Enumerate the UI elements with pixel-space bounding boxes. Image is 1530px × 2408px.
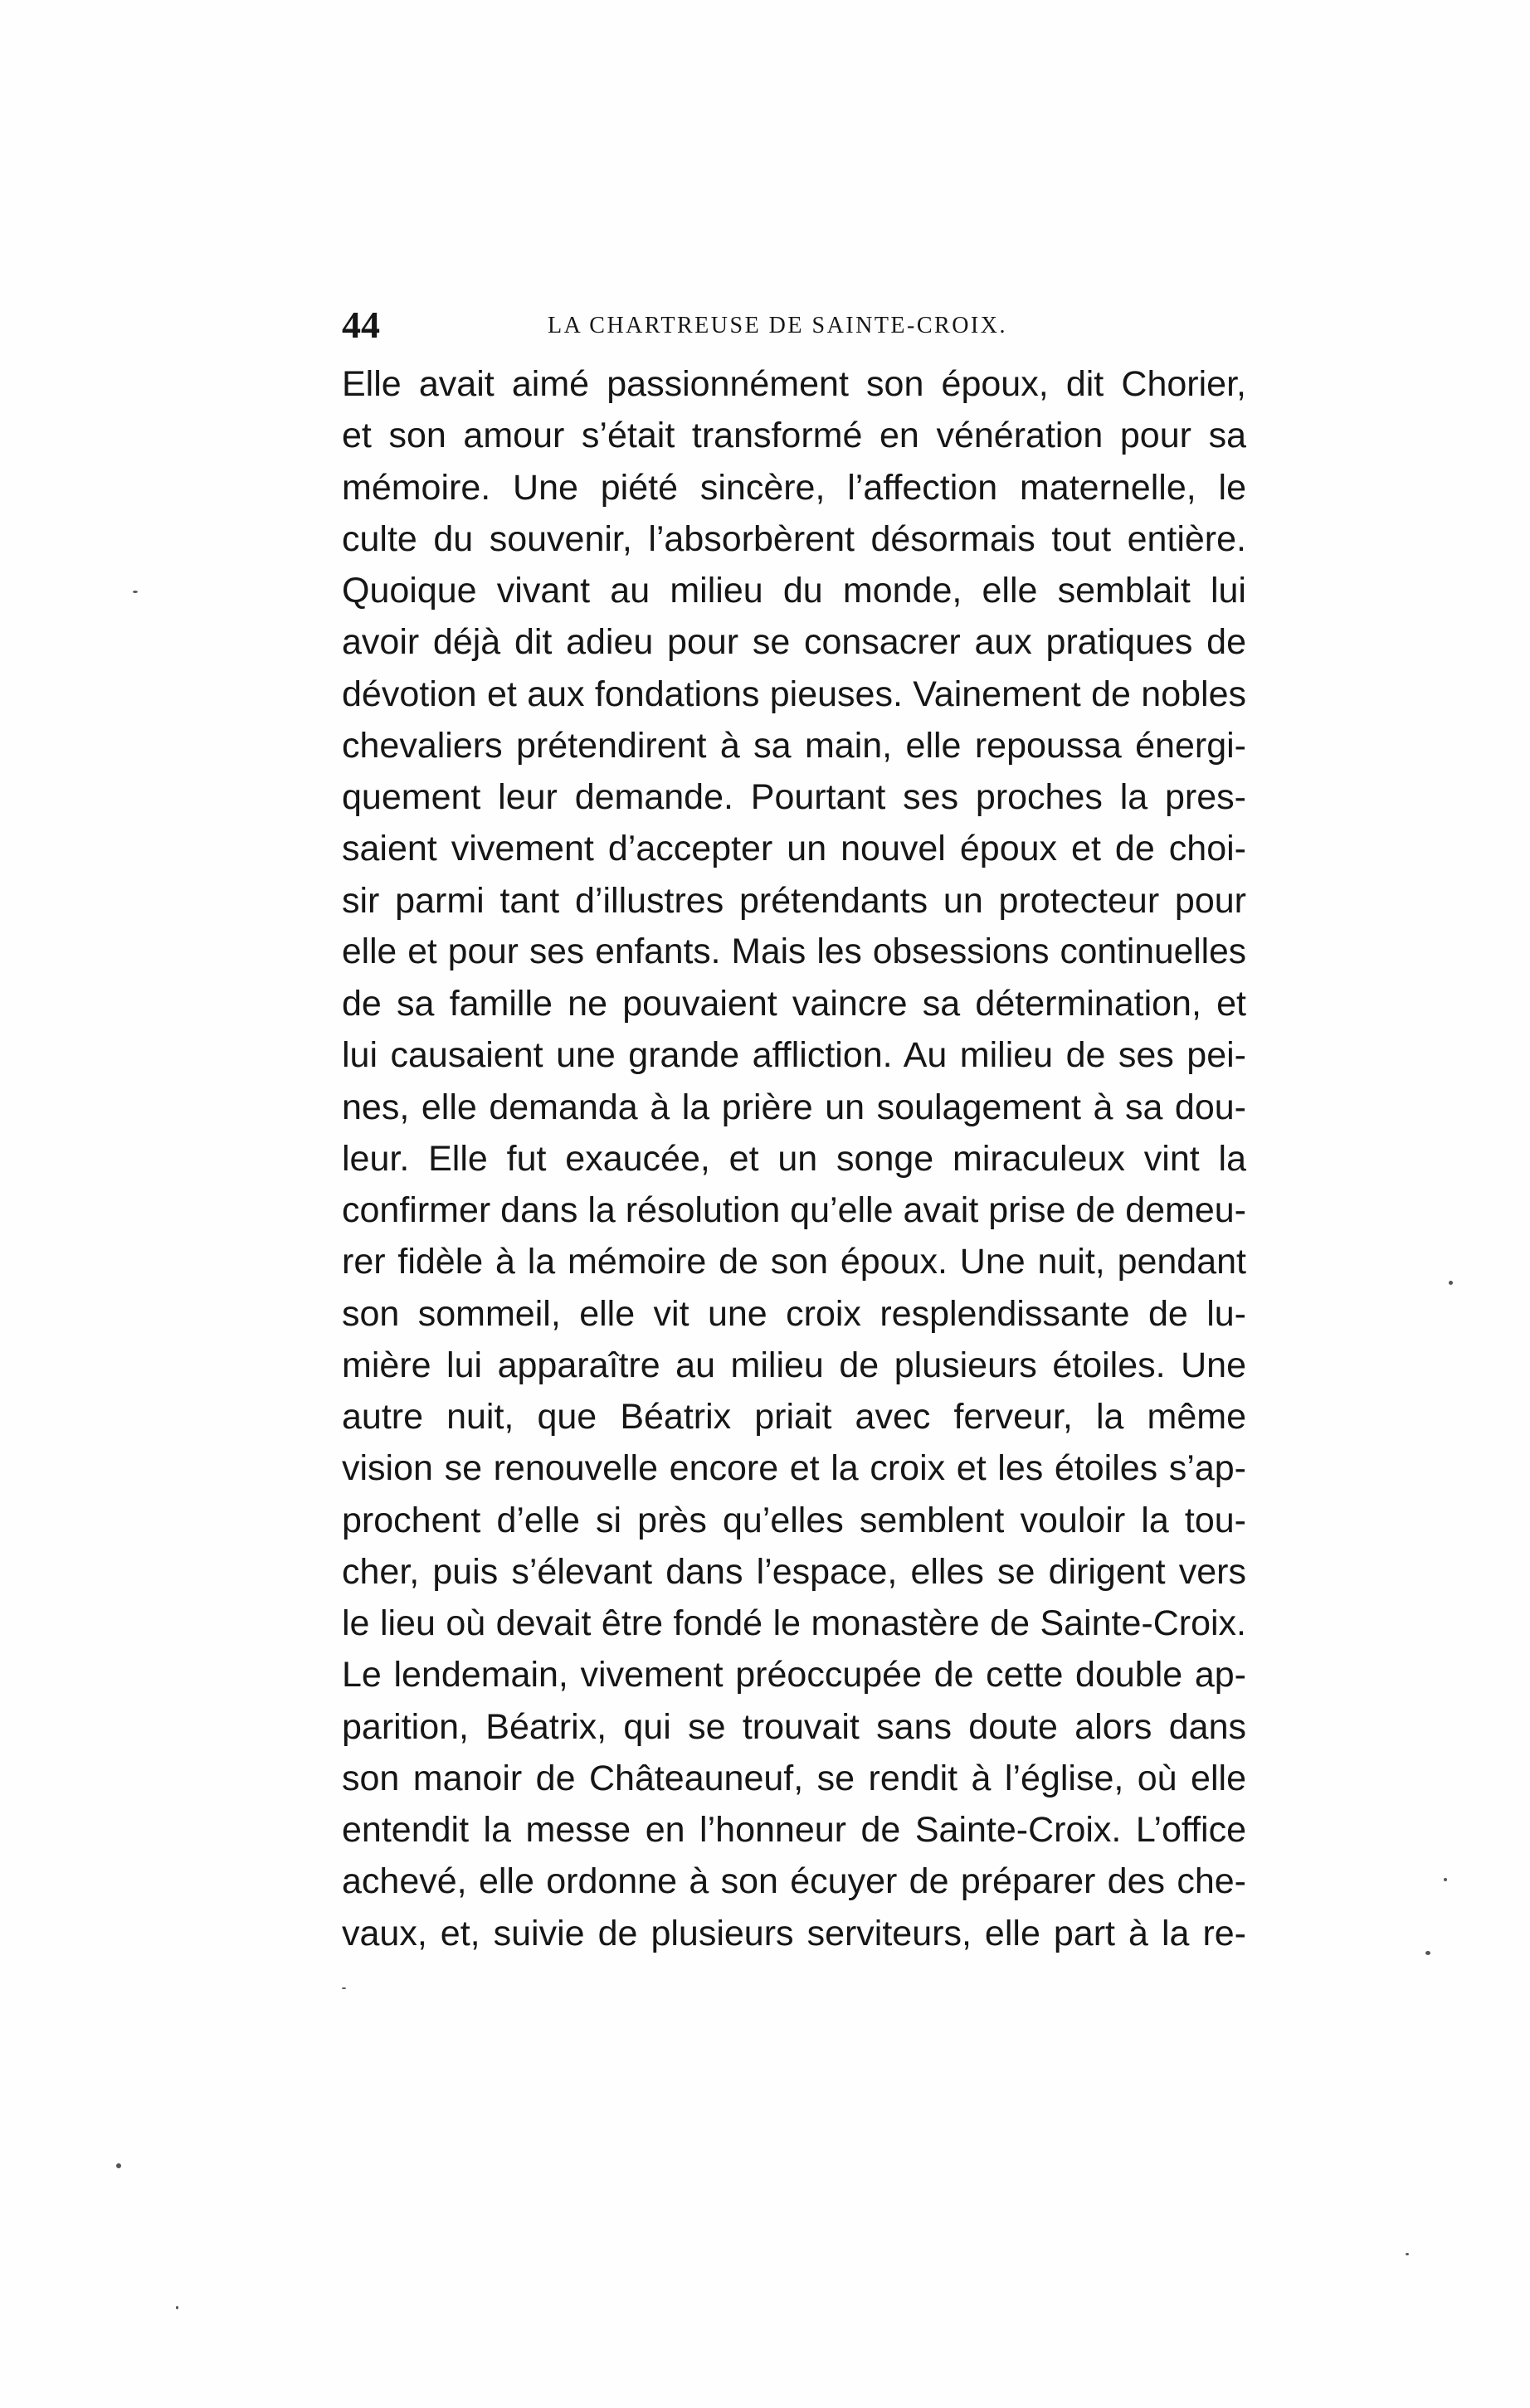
text-line: autre nuit, que Béatrix priait avec ferveur, la même	[342, 1397, 1246, 1437]
text-line: vision se renouvelle encore et la croix et les étoiles s’ap-	[342, 1448, 1246, 1489]
text-line: leur. Elle fut exaucée, et un songe miraculeux vint la	[342, 1138, 1246, 1179]
running-title: LA CHARTREUSE DE SAINTE-CROIX.	[548, 313, 1007, 338]
text-line: elle et pour ses enfants. Mais les obsessions continuelles	[342, 932, 1246, 971]
scan-speck	[133, 591, 138, 593]
text-line: sir parmi tant d’illustres prétendants un protecteur pour	[342, 880, 1246, 921]
text-line: Elle avait aimé passionnément son époux, dit Chorier,	[342, 364, 1246, 404]
text-line: prochent d’elle si près qu’elles semblent vouloir la tou-	[342, 1500, 1246, 1540]
text-line: et son amour s’était transformé en vénération pour sa	[342, 416, 1246, 456]
running-head	[342, 300, 1246, 350]
text-line: nes, elle demanda à la prière un soulagement à sa dou-	[342, 1087, 1246, 1127]
text-line: dévotion et aux fondations pieuses. Vainement de nobles	[342, 674, 1246, 714]
text-line: le lieu où devait être fondé le monastère de Sainte-Croix.	[342, 1603, 1246, 1643]
scan-speck	[1449, 1281, 1453, 1285]
text-line: achevé, elle ordonne à son écuyer de préparer des che-	[342, 1861, 1246, 1902]
text-line: saient vivement d’accepter un nouvel époux et de choi-	[342, 829, 1246, 869]
text-line: culte du souvenir, l’absorbèrent désormais tout entière.	[342, 518, 1246, 559]
text-line: quement leur demande. Pourtant ses proches la pres-	[342, 777, 1246, 817]
text-line: cher, puis s’élevant dans l’espace, elles se dirigent vers	[342, 1551, 1246, 1592]
text-line: de sa famille ne pouvaient vaincre sa détermination, et	[342, 984, 1246, 1024]
text-line: Le lendemain, vivement préoccupée de cette double ap-	[342, 1655, 1246, 1695]
scan-speck	[1444, 1878, 1447, 1881]
text-line: son manoir de Châteauneuf, se rendit à l’église, où elle	[342, 1758, 1246, 1798]
scan-speck	[1406, 2253, 1409, 2255]
text-line: vaux, et, suivie de plusieurs serviteurs, elle part à la re-	[342, 1913, 1246, 1953]
page-number: 44	[342, 304, 380, 346]
text-line: chevaliers prétendirent à sa main, elle repoussa énergi-	[342, 725, 1246, 766]
scan-speck	[116, 2163, 121, 2168]
text-line: parition, Béatrix, qui se trouvait sans doute alors dans	[342, 1706, 1246, 1747]
body-text	[342, 358, 1246, 1959]
text-line: son sommeil, elle vit une croix resplendissante de lu-	[342, 1293, 1246, 1334]
scan-speck	[1425, 1951, 1430, 1955]
scan-speck	[342, 1987, 346, 1989]
text-line: mémoire. Une piété sincère, l’affection maternelle, le	[342, 467, 1246, 508]
text-line: lui causaient une grande affliction. Au milieu de ses pei-	[342, 1035, 1246, 1076]
scan-speck	[176, 2306, 178, 2309]
text-line: mière lui apparaître au milieu de plusieurs étoiles. Une	[342, 1345, 1246, 1385]
text-line: rer fidèle à la mémoire de son époux. Une nuit, pendant	[342, 1242, 1246, 1282]
text-line: Quoique vivant au milieu du monde, elle semblait lui	[342, 571, 1246, 611]
text-line: avoir déjà dit adieu pour se consacrer aux pratiques de	[342, 622, 1246, 663]
text-line: confirmer dans la résolution qu’elle avait prise de demeu-	[342, 1190, 1246, 1230]
text-line: entendit la messe en l’honneur de Sainte-Croix. L’office	[342, 1810, 1246, 1850]
